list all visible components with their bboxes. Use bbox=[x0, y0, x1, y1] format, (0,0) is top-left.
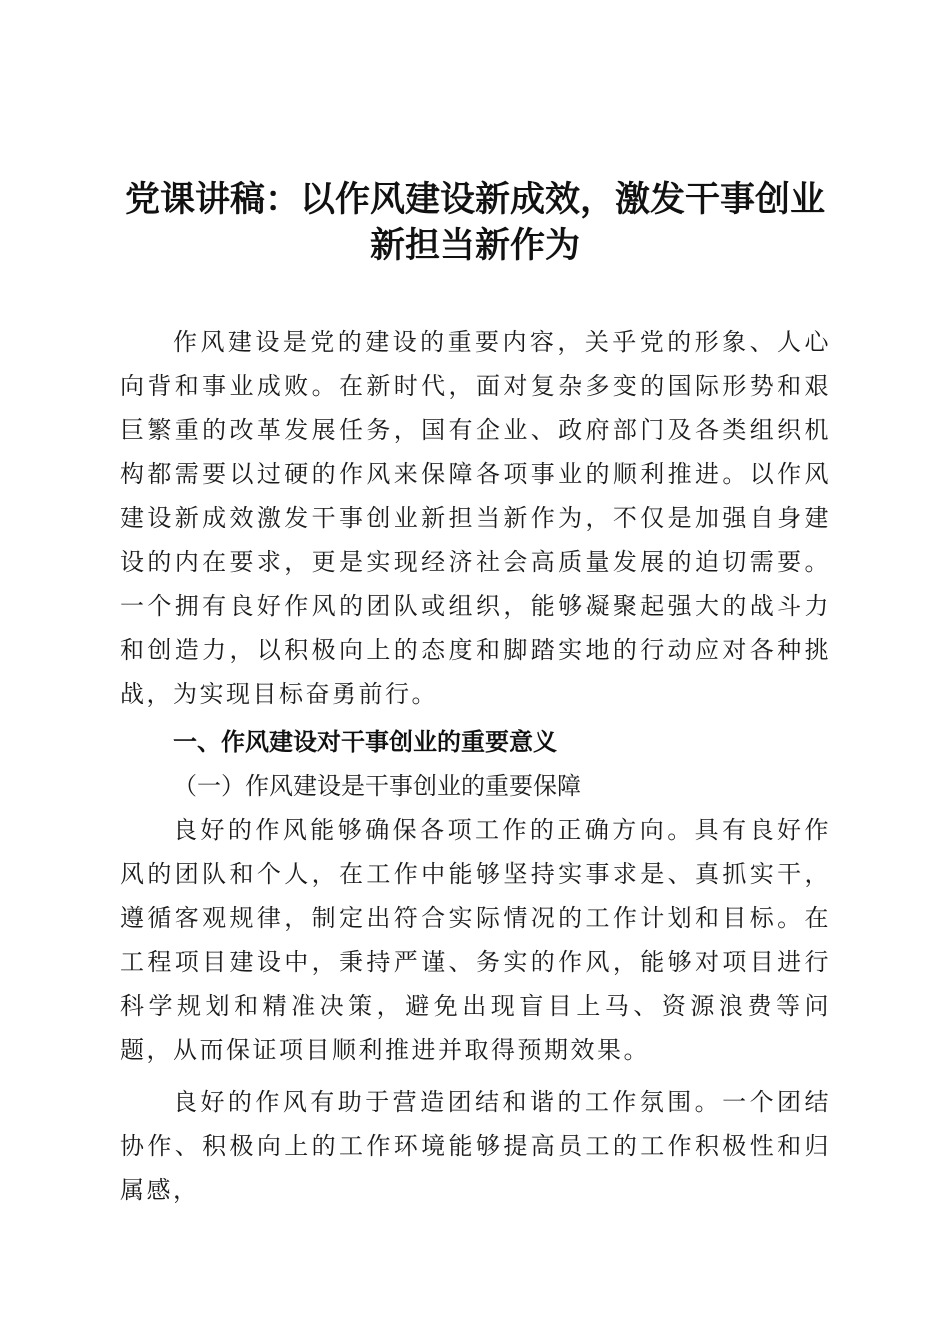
document-title-line-1: 党课讲稿：以作风建设新成效，激发干事创业 bbox=[124, 179, 825, 220]
section-heading-1: 一、作风建设对干事创业的重要意义 bbox=[173, 728, 557, 756]
subsection-heading-1: （一）作风建设是干事创业的重要保障 bbox=[173, 772, 581, 800]
paragraph-direction: 良好的作风能够确保各项工作的正确方向。具有良好作风的团队和个人，在工作中能够坚持实事求是、真抓实干，遵循客观规律，制定出符合实际情况的工作计划和目标。在工程项目建设中，秉持严谨、务实的作风，能够对项目进行科学规划和精准决策，避免出现盲目上马、资源浪费等问题，从而保证项目顺利推进并取得预期效果。 bbox=[120, 816, 831, 1064]
paragraph-atmosphere: 良好的作风有助于营造团结和谐的工作氛围。一个团结协作、积极向上的工作环境能够提高员工的工作积极性和归属感， bbox=[120, 1088, 831, 1204]
paragraph-intro: 作风建设是党的建设的重要内容，关乎党的形象、人心向背和事业成败。在新时代，面对复杂多变的国际形势和艰巨繁重的改革发展任务，国有企业、政府部门及各类组织机构都需要以过硬的作风来保障各项事业的顺利推进。以作风建设新成效激发干事创业新担当新作为，不仅是加强自身建设的内在要求，更是实现经济社会高质量发展的迫切需要。一个拥有良好作风的团队或组织，能够凝聚起强大的战斗力和创造力，以积极向上的态度和脚踏实地的行动应对各种挑战，为实现目标奋勇前行。 bbox=[120, 328, 831, 708]
document-title-line-2: 新担当新作为 bbox=[369, 225, 580, 266]
